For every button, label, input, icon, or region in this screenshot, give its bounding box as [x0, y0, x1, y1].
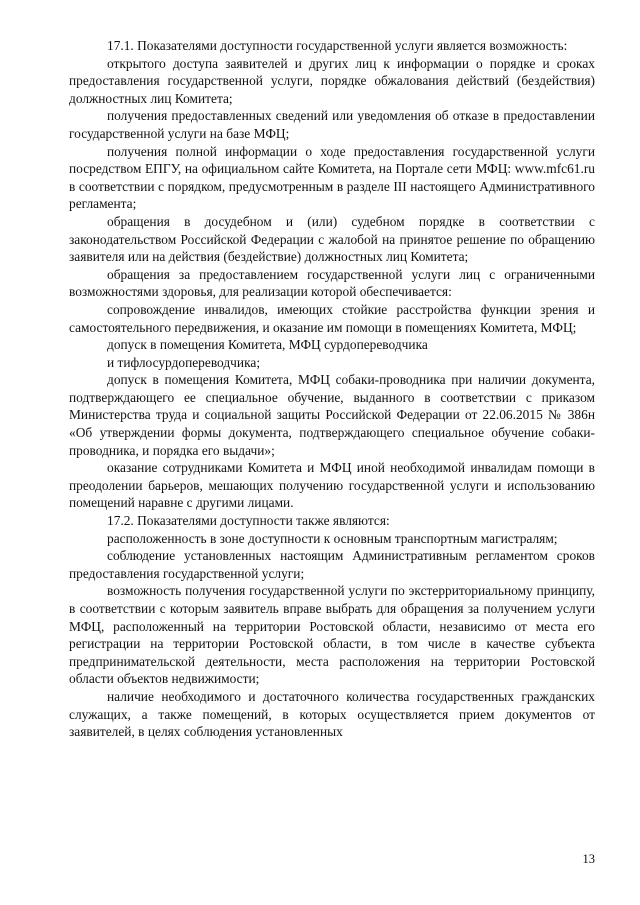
document-body — [69, 37, 595, 741]
paragraph-appeal: обращения в досудебном и (или) судебном порядке в соответствии с законодательством Российской Федерации с жалобой на принятое решение по обращению заявителя или на действия (бездействие) должностных лиц Комитета; — [69, 213, 595, 265]
paragraph-17-2: 17.2. Показателями доступности также являются: — [107, 513, 390, 529]
paragraph-staff-premises: наличие необходимого и достаточного количества государственных гражданских служащих, а также помещений, в которых осуществляется прием документов от заявителей, в целях соблюдения установленных — [69, 688, 595, 740]
paragraph-sign-interpreter: допуск в помещения Комитета, МФЦ сурдопереводчика — [107, 337, 428, 353]
paragraph-staff-assistance: оказание сотрудниками Комитета и МФЦ иной необходимой инвалидам помощи в преодолении барьеров, мешающих получению государственной услуги и использованию помещений наравне с другими лицами. — [69, 460, 595, 511]
paragraph-progress-info: получения полной информации о ходе предоставления государственной услуги посредством ЕПГУ, на официальном сайте Комитета, на Портале сети МФЦ: www.mfc61.ru в соответствии с порядком, предусмотренным в разделе III настоящего Административного регламента; — [69, 143, 595, 212]
paragraph-escort: сопровождение инвалидов, имеющих стойкие расстройства функции зрения и самостоятельного передвижения, и оказание им помощи в помещениях Комитета, МФЦ; — [69, 301, 595, 335]
paragraph-17-1: 17.1. Показателями доступности государственной услуги является возможность: — [107, 38, 568, 53]
paragraph-guide-dog: допуск в помещения Комитета, МФЦ собаки-проводника при наличии документа, подтверждающего ее специальное обучение, выданного в соответствии с приказом Министерства труда и социальной защиты Российской Федерации от 22.06.2015 № 386н «Об утверждении формы документа, подтверждающего специальное обучение собаки-проводника, и порядка его выдачи»; — [69, 372, 595, 458]
paragraph-deadlines: соблюдение установленных настоящим Административным регламентом сроков предоставления государственной услуги; — [69, 548, 595, 581]
paragraph-tiflo-interpreter: и тифлосурдопереводчика; — [107, 354, 261, 370]
paragraph-transport: расположенность в зоне доступности к основным транспортным магистралям; — [107, 530, 558, 546]
paragraph-disabled-access: обращения за предоставлением государственной услуги лиц с ограниченными возможностями здоровья, для реализации которой обеспечивается: — [69, 266, 595, 300]
paragraph-open-access: открытого доступа заявителей и других лиц к информации о порядке и сроках предоставления государственной услуги, порядке обжалования действий (бездействия) должностных лиц Комитета; — [69, 55, 595, 106]
paragraph-extraterritorial: возможность получения государственной услуги по экстерриториальному принципу, в соответствии с которым заявитель вправе выбрать для обращения за получением услуги МФЦ, расположенный на территории Ростовской области, независимо от места его регистрации на территории Ростовской области, в том числе в качестве субъекта предпринимательской деятельности, места расположения на территории Ростовской области объектов недвижимости; — [69, 583, 595, 687]
page-number: 13 — [582, 852, 595, 866]
paragraph-receiving-info: получения предоставленных сведений или уведомления об отказе в предоставлении государственной услуги на базе МФЦ; — [69, 108, 595, 141]
